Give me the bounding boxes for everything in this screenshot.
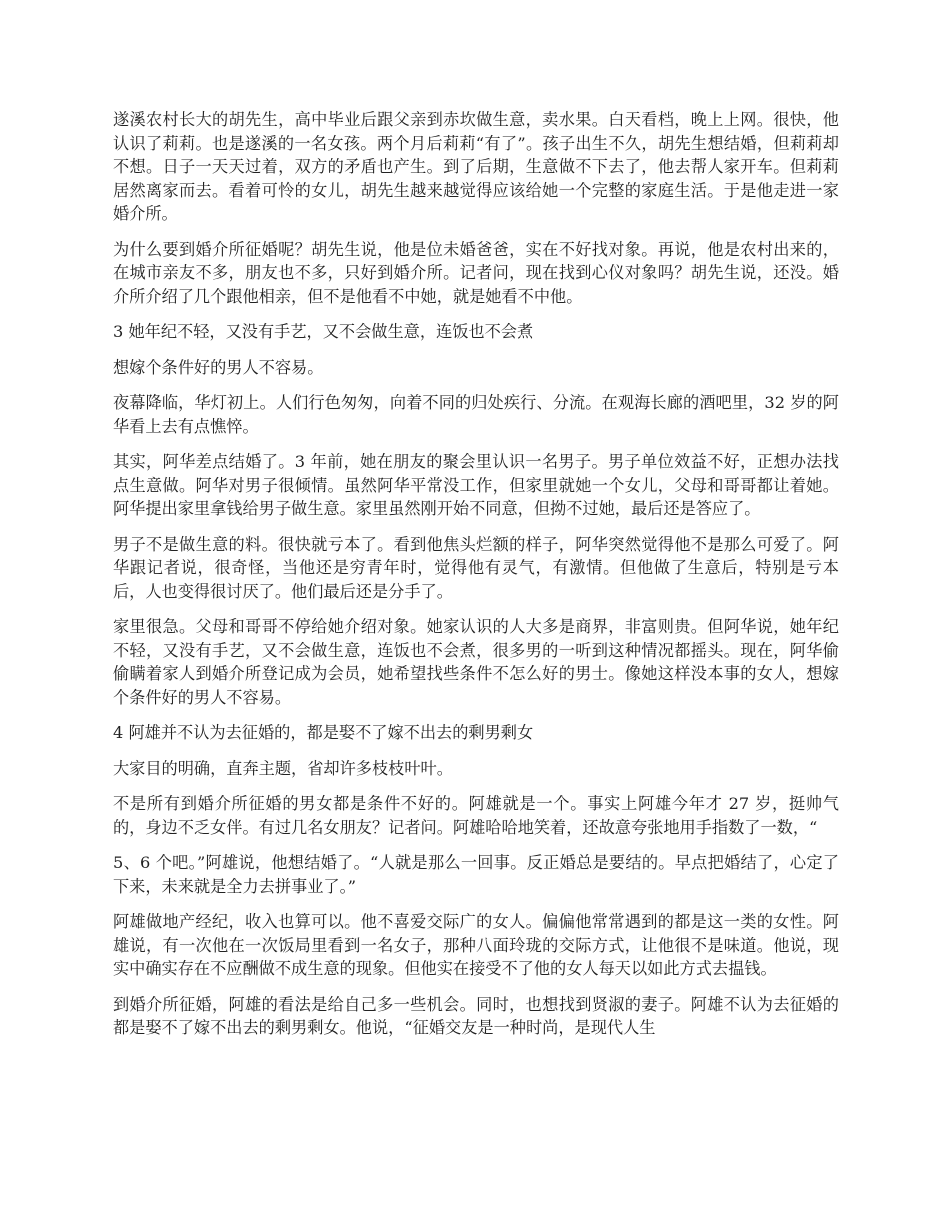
paragraph-12: 5、6 个吧。”阿雄说，他想结婚了。“人就是那么一回事。反正婚总是要结的。早点把婚结了，心定了下来，未来就是全力去拼事业了。” — [113, 853, 839, 896]
paragraph-6: 其实，阿华差点结婚了。3 年前，她在朋友的聚会里认识一名男子。男子单位效益不好，正想办法找点生意做。阿华对男子很倾情。虽然阿华平常没工作，但家里就她一个女儿，父母和哥哥都让着她。阿华提出家里拿钱给男子做生意。家里虽然刚开始不同意，但拗不过她，最后还是答应了。 — [113, 452, 839, 518]
paragraph-10: 大家目的明确，直奔主题，省却许多枝枝叶叶。 — [113, 758, 453, 778]
document-body — [113, 108, 839, 1052]
section-heading-3: 3 她年纪不轻，又没有手艺，又不会做生意，连饭也不会煮 — [113, 322, 534, 341]
paragraph-14: 到婚介所征婚，阿雄的看法是给自己多一些机会。同时，也想找到贤淑的妻子。阿雄不认为去征婚的都是娶不了嫁不出去的剩男剩女。他说，“征婚交友是一种时尚，是现代人生 — [113, 994, 839, 1037]
paragraph-1: 遂溪农村长大的胡先生，高中毕业后跟父亲到赤坎做生意，卖水果。白天看档，晚上上网。很快，他认识了莉莉。也是遂溪的一名女孩。两个月后莉莉“有了”。孩子出生不久，胡先生想结婚，但莉莉却不想。日子一天天过着，双方的矛盾也产生。到了后期，生意做不下去了，他去帮人家开车。但莉莉居然离家而去。看着可怜的女儿，胡先生越来越觉得应该给她一个完整的家庭生活。于是他走进一家婚介所。 — [113, 110, 839, 223]
section-heading-4: 4 阿雄并不认为去征婚的，都是娶不了嫁不出去的剩男剩女 — [113, 723, 534, 742]
paragraph-4: 想嫁个条件好的男人不容易。 — [113, 357, 324, 377]
paragraph-7: 男子不是做生意的料。很快就亏本了。看到他焦头烂额的样子，阿华突然觉得他不是那么可爱了。阿华跟记者说，很奇怪，当他还是穷青年时，觉得他有灵气，有激情。但他做了生意后，特别是亏本后，人也变得很讨厌了。他们最后还是分手了。 — [113, 534, 839, 601]
paragraph-13: 阿雄做地产经纪，收入也算可以。他不喜爱交际广的女人。偏偏他常常遇到的都是这一类的女性。阿雄说，有一次他在一次饭局里看到一名女子，那种八面玲珑的交际方式，让他很不是味道。他说，现实中确实存在不应酬做不成生意的现象。但他实在接受不了他的女人每天以如此方式去揾钱。 — [113, 912, 839, 978]
paragraph-8: 家里很急。父母和哥哥不停给她介绍对象。她家认识的人大多是商界，非富则贵。但阿华说，她年纪不轻，又没有手艺，又不会做生意，连饭也不会煮，很多男的一听到这种情况都摇头。现在，阿华偷偷瞒着家人到婚介所登记成为会员，她希望找些条件不怎么好的男士。像她这样没本事的女人，想嫁个条件好的男人不容易。 — [113, 617, 839, 707]
paragraph-11: 不是所有到婚介所征婚的男女都是条件不好的。阿雄就是一个。事实上阿雄今年才 27 岁，挺帅气的，身边不乏女伴。有过几名女朋友？记者问。阿雄哈哈地笑着，还故意夸张地用手指数了一数，“ — [113, 794, 839, 837]
paragraph-5: 夜幕降临，华灯初上。人们行色匆匆，向着不同的归处疾行、分流。在观海长廊的酒吧里，32 岁的阿华看上去有点憔悴。 — [113, 393, 839, 436]
paragraph-2: 为什么要到婚介所征婚呢？胡先生说，他是位未婚爸爸，实在不好找对象。再说，他是农村出来的，在城市亲友不多，朋友也不多，只好到婚介所。记者问，现在找到心仪对象吗？胡先生说，还没。婚介所介绍了几个跟他相亲，但不是他看不中她，就是她看不中他。 — [113, 239, 839, 306]
